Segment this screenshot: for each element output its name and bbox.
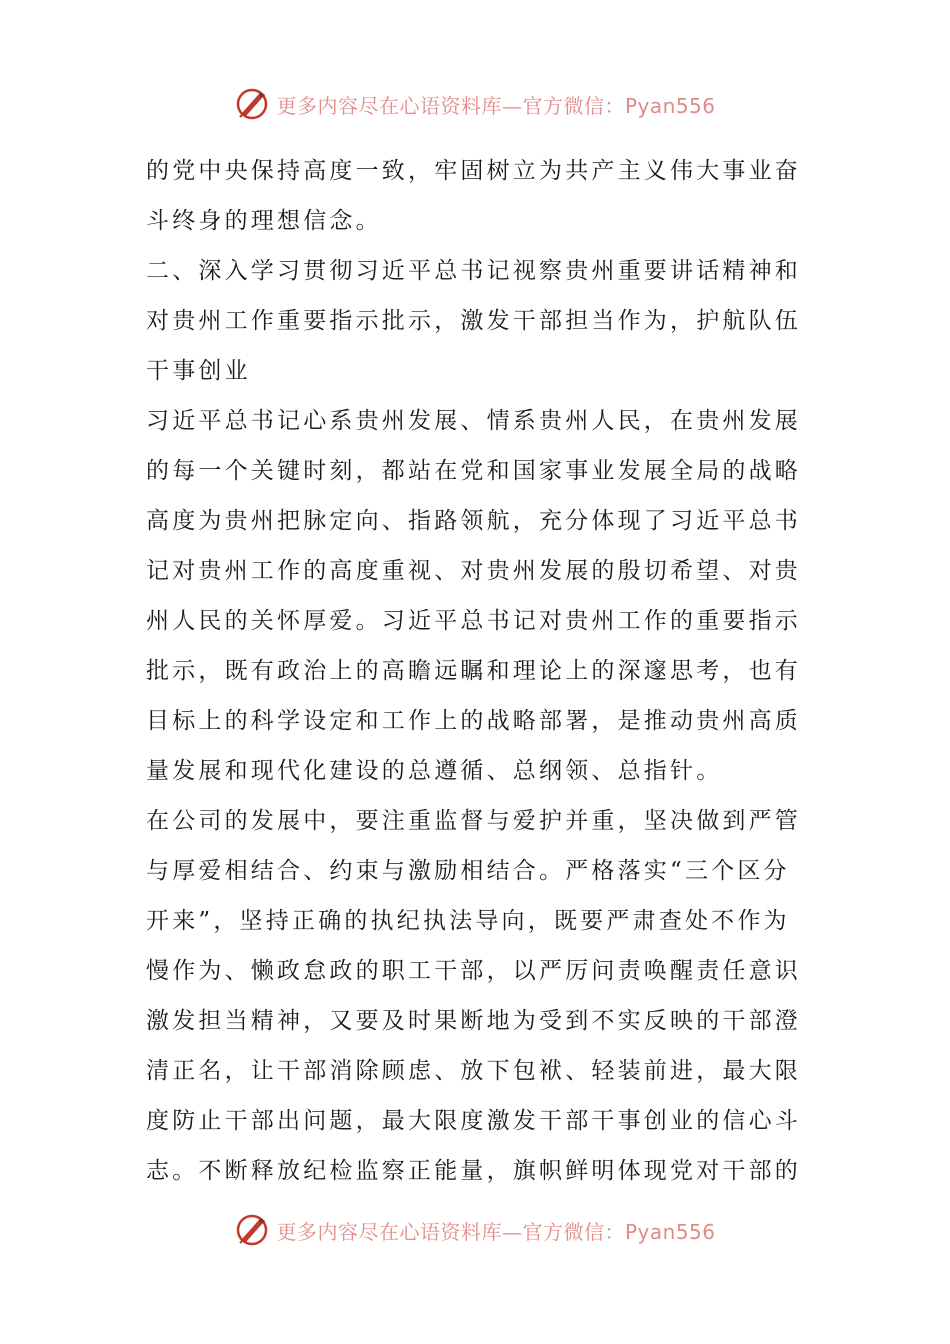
body-line: 与厚爱相结合、约束与激励相结合。严格落实“三个区分 [146, 858, 790, 884]
body-line: 志。不断释放纪检监察正能量，旗帜鲜明体现党对干部的 [146, 1158, 801, 1184]
section-heading-line: 二、深入学习贯彻习近平总书记视察贵州重要讲话精神和 [146, 258, 801, 284]
body-line: 清正名，让干部消除顾虑、放下包袱、轻装前进，最大限 [146, 1058, 801, 1084]
body-line: 州人民的关怀厚爱。习近平总书记对贵州工作的重要指示 [146, 608, 801, 634]
body-line: 习近平总书记心系贵州发展、情系贵州人民，在贵州发展 [146, 408, 801, 434]
body-line: 批示，既有政治上的高瞻远瞩和理论上的深邃思考，也有 [146, 658, 801, 684]
document-body [146, 146, 806, 1196]
body-line: 的党中央保持高度一致，牢固树立为共产主义伟大事业奋 [146, 158, 801, 184]
body-line: 高度为贵州把脉定向、指路领航，充分体现了习近平总书 [146, 508, 801, 534]
body-line: 量发展和现代化建设的总遵循、总纲领、总指针。 [146, 758, 723, 784]
watermark-label: 更多内容尽在心语资料库—官方微信： [276, 93, 625, 118]
body-line: 在公司的发展中，要注重监督与爱护并重，坚决做到严管 [146, 808, 801, 834]
body-line: 斗终身的理想信念。 [146, 208, 382, 234]
pen-logo-icon [234, 86, 270, 122]
body-line: 激发担当精神，又要及时果断地为受到不实反映的干部澄 [146, 1008, 801, 1034]
watermark-handle: Pyan556 [624, 93, 716, 118]
section-heading-line: 干事创业 [146, 358, 251, 384]
body-line: 的每一个关键时刻，都站在党和国家事业发展全局的战略 [146, 458, 801, 484]
body-line: 慢作为、懒政怠政的职工干部，以严厉问责唤醒责任意识 [146, 958, 801, 984]
watermark-text [276, 90, 715, 119]
pen-logo-icon [234, 1212, 270, 1248]
body-line: 度防止干部出问题，最大限度激发干部干事创业的信心斗 [146, 1108, 801, 1134]
watermark-handle: Pyan556 [624, 1219, 716, 1244]
body-line: 记对贵州工作的高度重视、对贵州发展的殷切希望、对贵 [146, 558, 801, 584]
header-watermark [0, 82, 950, 126]
watermark-text [276, 1216, 715, 1245]
body-line: 目标上的科学设定和工作上的战略部署，是推动贵州高质 [146, 708, 801, 734]
footer-watermark [0, 1208, 950, 1252]
section-heading-line: 对贵州工作重要指示批示，激发干部担当作为，护航队伍 [146, 308, 801, 334]
body-line: 开来”，坚持正确的执纪执法导向，既要严肃查处不作为 [146, 908, 790, 934]
watermark-label: 更多内容尽在心语资料库—官方微信： [276, 1219, 625, 1244]
